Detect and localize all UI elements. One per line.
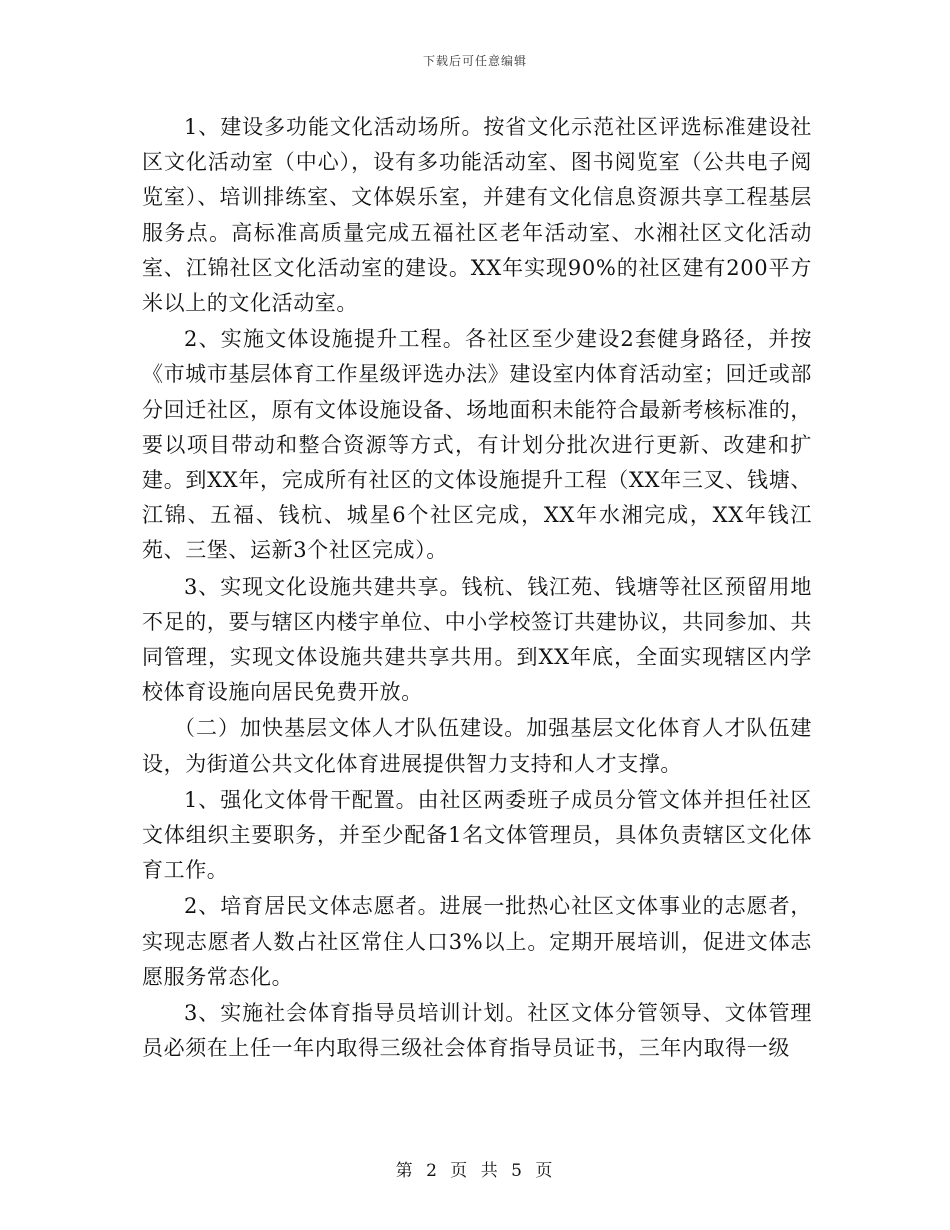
paragraph-volunteers: 2、培育居民文体志愿者。进展一批热心社区文体事业的志愿者，实现志愿者人数占社区常住人口3%以上。定期开展培训，促进文体志愿服务常态化。 [142, 894, 812, 989]
section-heading-talent-team: （二）加快基层文体人才队伍建设。加强基层文化体育人才队伍建设，为街道公共文化体育进展提供智力支持和人才支撑。 [142, 716, 812, 776]
paragraph-facilities-upgrade: 2、实施文体设施提升工程。各社区至少建设2套健身路径，并按《市城市基层体育工作星级评选办法》建设室内体育活动室；回迁或部分回迁社区，原有文体设施设备、场地面积未能符合最新考核标准的，要以项目带动和整合资源等方式，有计划分批次进行更新、改建和扩建。到XX年，完成所有社区的文体设施提升工程（XX年三叉、钱塘、江锦、五福、钱杭、城星6个社区完成，XX年水湘完成，XX年钱江苑、三堡、运新3个社区完成）。 [142, 327, 812, 563]
paragraph-instructor-training: 3、实施社会体育指导员培训计划。社区文体分管领导、文体管理员必须在上任一年内取得三级社会体育指导员证书，三年内取得一级 [142, 1001, 812, 1061]
page-number: 第 2 页 共 5 页 [395, 1161, 555, 1181]
paragraph-staff-allocation: 1、强化文体骨干配置。由社区两委班子成员分管文体并担任社区文体组织主要职务，并至少配备1名文体管理员，具体负责辖区文化体育工作。 [142, 787, 812, 883]
document-body [142, 110, 812, 1067]
page-header-note: 下载后可任意编辑 [422, 54, 527, 68]
paragraph-facilities-sharing: 3、实现文化设施共建共享。钱杭、钱江苑、钱塘等社区预留用地不足的，要与辖区内楼宇单位、中小学校签订共建协议，共同参加、共同管理，实现文体设施共建共享共用。到XX年底，全面实现辖区内学校体育设施向居民免费开放。 [142, 574, 812, 705]
paragraph-facilities-venues: 1、建设多功能文化活动场所。按省文化示范社区评选标准建设社区文化活动室（中心），设有多功能活动室、图书阅览室（公共电子阅览室）、培训排练室、文体娱乐室，并建有文化信息资源共享工程基层服务点。高标准高质量完成五福社区老年活动室、水湘社区文化活动室、江锦社区文化活动室的建设。XX年实现90%的社区建有200平方米以上的文化活动室。 [142, 115, 812, 316]
